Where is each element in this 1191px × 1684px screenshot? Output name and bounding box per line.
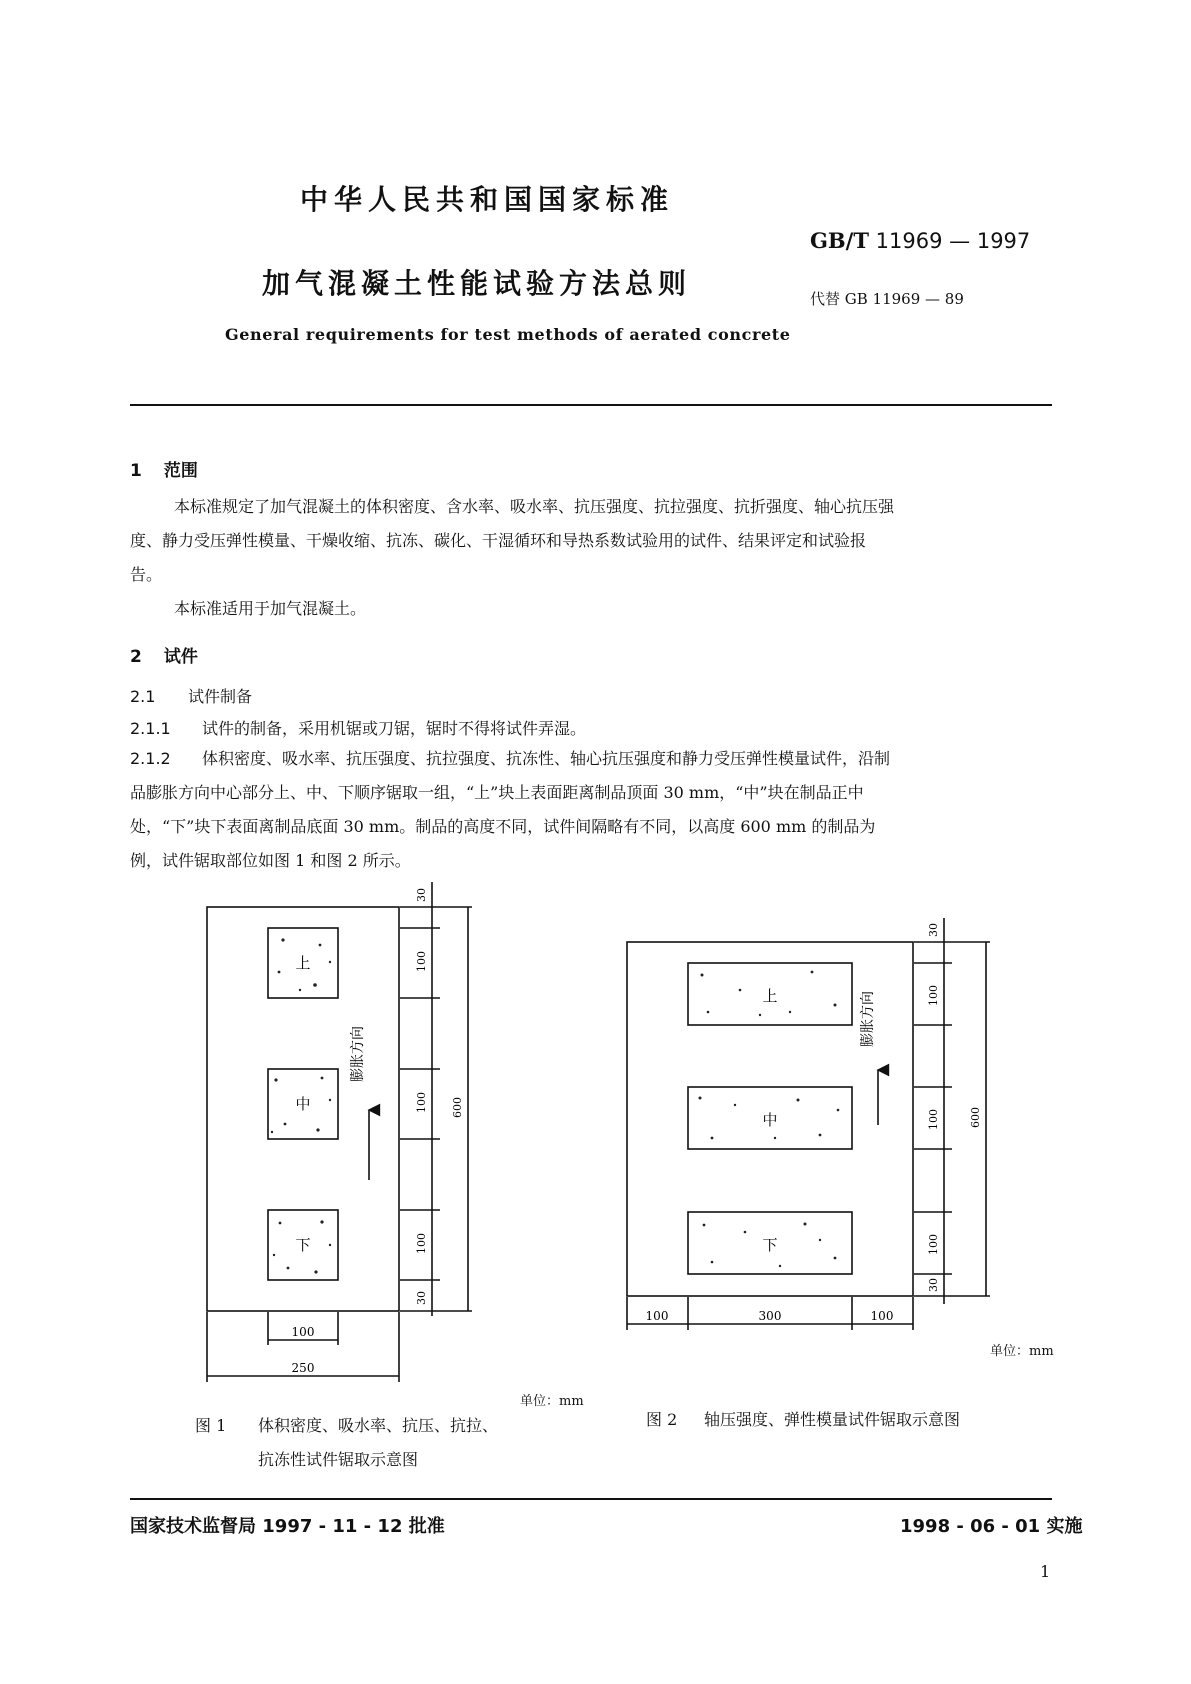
figure-1-label-bottom: 下 bbox=[295, 1236, 311, 1254]
figure-1-direction-label: 膨胀方向 bbox=[350, 1026, 366, 1082]
section-1-para1-line2: 度、静力受压弹性模量、干燥收缩、抗冻、碳化、干湿循环和导热系数试验用的试件、结果评定和试验报 bbox=[130, 531, 867, 550]
figure-1-label-middle: 中 bbox=[295, 1095, 311, 1113]
figure-1-dim-total-w: 250 bbox=[291, 1361, 315, 1375]
replaces-standard: 代替 GB 11969 — 89 bbox=[810, 290, 964, 308]
figure-1-caption-line2: 抗冻性试件锯取示意图 bbox=[258, 1450, 419, 1469]
section-1-number: 1 bbox=[130, 461, 142, 481]
figure-2-dim-total-h: 600 bbox=[969, 1107, 982, 1128]
figure-2-dim-mid-w: 300 bbox=[758, 1309, 782, 1323]
figure-1-dim-block-w: 100 bbox=[291, 1325, 315, 1339]
figure-2-dim-bottom-gap: 30 bbox=[927, 1278, 940, 1292]
figure-2-unit: 单位：mm bbox=[990, 1344, 1054, 1359]
section-1-title: 范围 bbox=[163, 461, 198, 481]
figure-2-dim-top-gap: 30 bbox=[927, 923, 940, 937]
figure-1-dim-top-gap: 30 bbox=[415, 888, 428, 902]
figure-1-caption-line1: 体积密度、吸水率、抗压、抗拉、 bbox=[258, 1416, 499, 1435]
figure-1-dim-block-h1: 100 bbox=[415, 951, 428, 972]
figure-1-dim-block-h3: 100 bbox=[415, 1233, 428, 1254]
figure-1-dim-bottom-gap: 30 bbox=[415, 1291, 428, 1305]
figure-2-dim-block-h2: 100 bbox=[927, 1109, 940, 1130]
figure-2-label-top: 上 bbox=[762, 987, 778, 1005]
standard-prefix: GB/T bbox=[810, 228, 869, 253]
approval-date: 国家技术监督局 1997 - 11 - 12 批准 bbox=[130, 1516, 445, 1537]
figure-2-caption-text: 轴压强度、弹性模量试件锯取示意图 bbox=[704, 1410, 961, 1429]
figure-1-dim-total-h: 600 bbox=[451, 1097, 464, 1118]
section-1-para1-line1: 本标准规定了加气混凝土的体积密度、含水率、吸水率、抗压强度、抗拉强度、抗折强度、轴心抗压强 bbox=[174, 497, 895, 516]
clause-2-1-1-text: 试件的制备，采用机锯或刀锯，锯时不得将试件弄湿。 bbox=[202, 719, 587, 738]
clause-2-1-2-line2: 品膨胀方向中心部分上、中、下顺序锯取一组，“上”块上表面距离制品顶面 30 mm，“中”块在制品正中 bbox=[130, 783, 864, 802]
figure-2-caption-number: 图 2 bbox=[646, 1410, 678, 1429]
clause-2-1-2-line1: 体积密度、吸水率、抗压强度、抗拉强度、抗冻性、轴心抗压强度和静力受压弹性模量试件，沿制 bbox=[202, 749, 891, 768]
figure-1-unit: 单位：mm bbox=[520, 1394, 584, 1409]
section-2-number: 2 bbox=[130, 647, 142, 667]
section-1-para2: 本标准适用于加气混凝土。 bbox=[174, 599, 367, 618]
figure-1-dim-block-h2: 100 bbox=[415, 1092, 428, 1113]
section-2-title: 试件 bbox=[163, 647, 198, 667]
figure-2-label-middle: 中 bbox=[762, 1111, 778, 1129]
document-title-cn: 加气混凝土性能试验方法总则 bbox=[262, 267, 692, 300]
footer-rule bbox=[130, 1498, 1052, 1500]
effective-date: 1998 - 06 - 01 实施 bbox=[900, 1516, 1083, 1537]
clause-2-1-1-number: 2.1.1 bbox=[130, 719, 171, 738]
section-1-para1-line3: 告。 bbox=[130, 565, 163, 584]
standard-code: 11969 — 1997 bbox=[875, 229, 1031, 253]
clause-2-1-text: 试件制备 bbox=[188, 687, 253, 706]
clause-2-1-number: 2.1 bbox=[130, 687, 156, 706]
national-standard-heading: 中华人民共和国国家标准 bbox=[300, 183, 675, 216]
document-title-en: General requirements for test methods of aerated concrete bbox=[225, 325, 791, 344]
figure-2-direction-label: 膨胀方向 bbox=[860, 991, 876, 1047]
figure-1-label-top: 上 bbox=[295, 954, 311, 972]
clause-2-1-2-line3: 处，“下”块下表面离制品底面 30 mm。制品的高度不同，试件间隔略有不同，以高度 600 mm 的制品为 bbox=[130, 817, 876, 836]
clause-2-1-2-number: 2.1.2 bbox=[130, 749, 171, 768]
clause-2-1-2-line4: 例，试件锯取部位如图 1 和图 2 所示。 bbox=[130, 851, 411, 870]
figure-1-caption-number: 图 1 bbox=[195, 1416, 227, 1435]
page-number: 1 bbox=[1040, 1562, 1051, 1581]
figure-2-dim-left-w: 100 bbox=[645, 1309, 669, 1323]
specimen-texture bbox=[271, 938, 840, 1273]
figure-2-dim-block-h1: 100 bbox=[927, 985, 940, 1006]
figure-2-label-bottom: 下 bbox=[762, 1236, 778, 1254]
figure-2-dim-right-w: 100 bbox=[870, 1309, 894, 1323]
figure-2-dim-block-h3: 100 bbox=[927, 1234, 940, 1255]
